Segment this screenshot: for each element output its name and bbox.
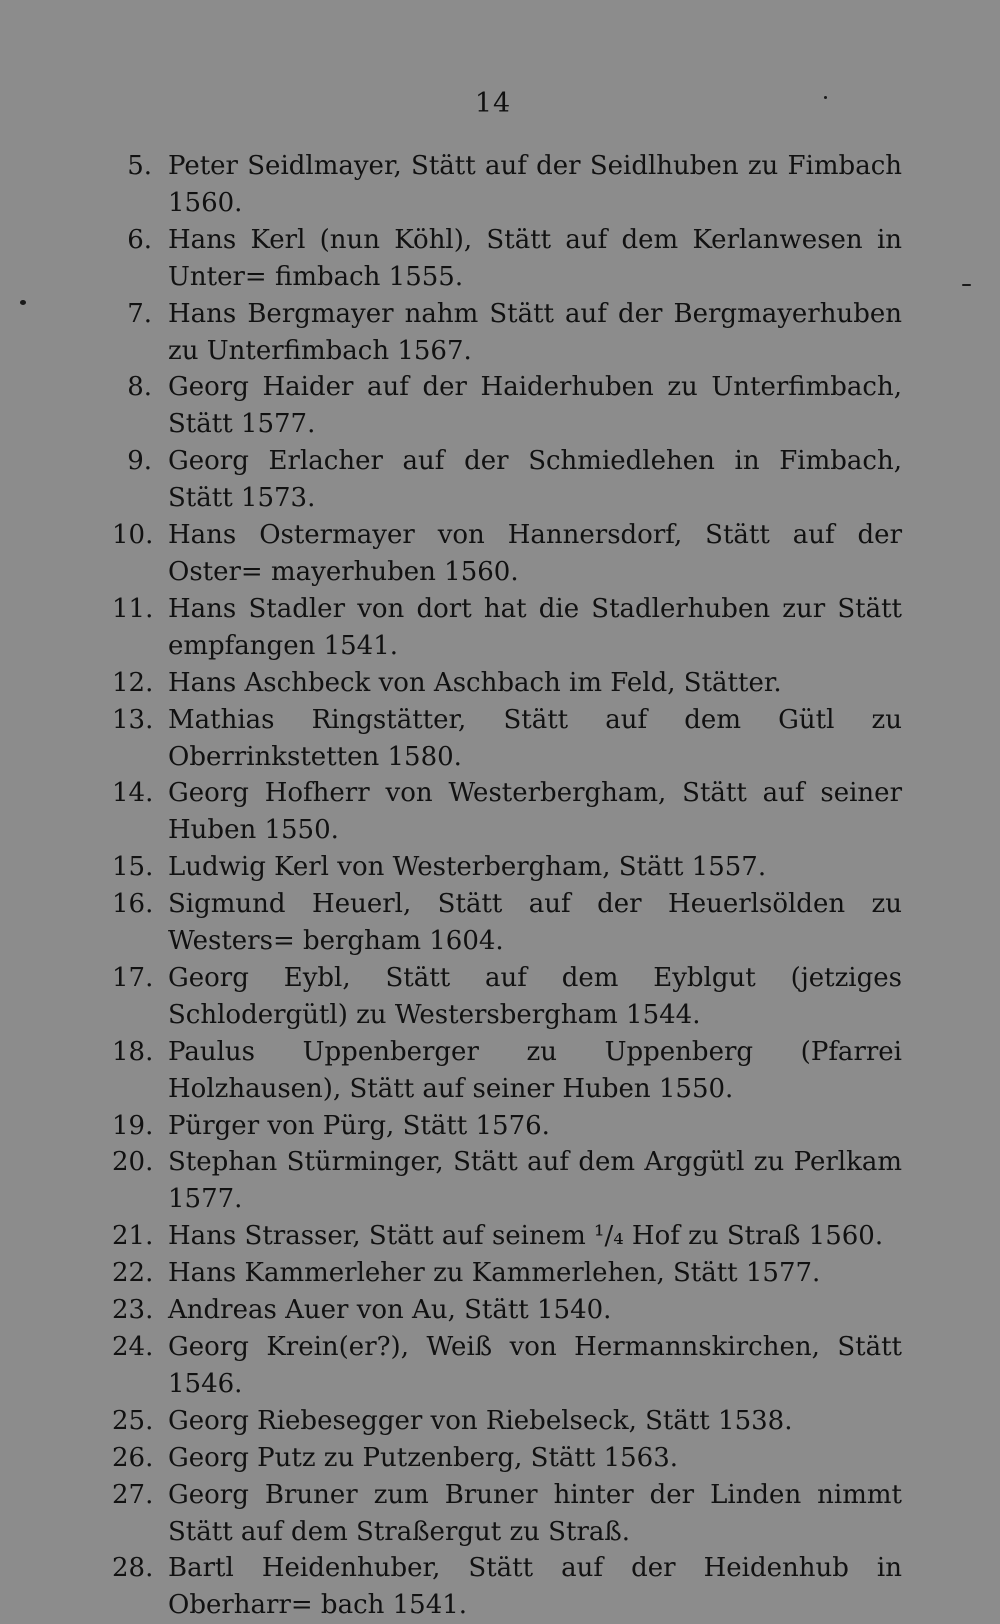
entry-text: Georg Bruner zum Bruner hinter der Linden nimmt Stätt auf dem Straßergut zu Straß. <box>168 1479 902 1547</box>
list-item <box>112 1440 902 1477</box>
list-item <box>112 369 902 443</box>
entry-text: Hans Stadler von dort hat die Stadlerhuben zur Stätt empfangen 1541. <box>168 593 902 661</box>
entry-text: Stephan Stürminger, Stätt auf dem Arggütl zu Perlkam 1577. <box>168 1147 902 1215</box>
entry-text: Georg Erlacher auf der Schmiedlehen in Fimbach, Stätt 1573. <box>168 446 902 514</box>
entry-text: Georg Eybl, Stätt auf dem Eyblgut (jetziges Schlodergütl) zu Westersbergham 1544. <box>168 962 902 1030</box>
entry-number: 5. <box>127 151 152 181</box>
list-item <box>112 296 902 370</box>
entry-number: 8. <box>127 372 152 403</box>
entry-number: 22. <box>112 1258 154 1289</box>
entry-number: 25. <box>112 1405 154 1436</box>
entry-text: Hans Aschbeck von Aschbach im Feld, Stätter. <box>168 667 782 698</box>
entry-list <box>112 148 902 1624</box>
entry-text: Hans Kerl (nun Köhl), Stätt auf dem Kerlanwesen in Unter= fimbach 1555. <box>168 224 902 292</box>
list-item <box>112 1292 902 1329</box>
list-item <box>112 886 902 960</box>
list-item <box>112 517 902 591</box>
entry-text: Ludwig Kerl von Westerbergham, Stätt 1557. <box>168 852 767 883</box>
list-item <box>112 849 902 886</box>
entry-text: Georg Haider auf der Haiderhuben zu Unterfimbach, Stätt 1577. <box>168 372 902 440</box>
entry-text: Georg Hofherr von Westerbergham, Stätt auf seiner Huben 1550. <box>168 778 902 846</box>
list-item <box>112 702 902 776</box>
entry-number: 26. <box>112 1442 154 1473</box>
entry-text: Hans Strasser, Stätt auf seinem ¹/₄ Hof zu Straß 1560. <box>168 1221 884 1252</box>
entry-number: 15. <box>112 852 154 883</box>
list-item <box>112 591 902 665</box>
list-item <box>112 1403 902 1440</box>
list-item <box>112 1218 902 1255</box>
entry-text: Georg Putz zu Putzenberg, Stätt 1563. <box>168 1442 679 1473</box>
list-item <box>112 1477 902 1551</box>
entry-number: 24. <box>112 1332 154 1362</box>
entry-number: 21. <box>112 1221 154 1252</box>
scan-speck <box>962 284 971 286</box>
entry-number: 6. <box>127 224 152 255</box>
entry-text: Georg Krein(er?), Weiß von Hermannskirchen, Stätt 1546. <box>168 1332 902 1399</box>
list-item <box>112 1034 902 1108</box>
entry-number: 18. <box>112 1036 154 1067</box>
entry-number: 14. <box>112 778 154 809</box>
list-item <box>112 1550 902 1624</box>
list-item <box>112 1108 902 1145</box>
entry-text: Hans Ostermayer von Hannersdorf, Stätt auf der Oster= mayerhuben 1560. <box>168 520 902 587</box>
entry-number: 27. <box>112 1479 154 1510</box>
entry-text: Sigmund Heuerl, Stätt auf der Heuerlsölden zu Westers= bergham 1604. <box>168 889 902 957</box>
entry-number: 16. <box>112 889 154 920</box>
entry-number: 13. <box>112 704 154 735</box>
list-item <box>112 1329 902 1403</box>
entry-text: Andreas Auer von Au, Stätt 1540. <box>168 1295 612 1326</box>
entry-text: Hans Kammerleher zu Kammerlehen, Stätt 1577. <box>168 1258 821 1289</box>
entry-number: 20. <box>112 1147 154 1178</box>
scan-speck <box>824 96 827 99</box>
entry-number: 19. <box>112 1110 154 1141</box>
entry-number: 7. <box>127 298 152 329</box>
list-item <box>112 775 902 849</box>
entry-number: 17. <box>112 962 154 993</box>
list-item <box>112 148 902 222</box>
entry-text: Paulus Uppenberger zu Uppenberg (Pfarrei Holzhausen), Stätt auf seiner Huben 1550. <box>168 1036 902 1104</box>
entry-text: Georg Riebesegger von Riebelseck, Stätt 1538. <box>168 1405 793 1436</box>
entry-text: Mathias Ringstätter, Stätt auf dem Gütl zu Oberrinkstetten 1580. <box>168 704 902 772</box>
entry-number: 10. <box>112 520 154 551</box>
entry-number: 12. <box>112 667 154 698</box>
list-item <box>112 960 902 1034</box>
entry-number: 23. <box>112 1295 154 1326</box>
list-item <box>112 1144 902 1218</box>
entry-text: Hans Bergmayer nahm Stätt auf der Bergmayerhuben zu Unterfimbach 1567. <box>168 298 902 366</box>
entry-number: 9. <box>127 446 152 477</box>
page-number: 14 <box>474 88 512 119</box>
list-item <box>112 443 902 517</box>
list-item <box>112 665 902 702</box>
scan-speck <box>20 300 26 305</box>
entry-text: Peter Seidlmayer, Stätt auf der Seidlhuben zu Fimbach 1560. <box>168 151 902 218</box>
entry-number: 11. <box>112 593 154 624</box>
list-item <box>112 1255 902 1292</box>
list-item <box>112 222 902 296</box>
entry-text: Bartl Heidenhuber, Stätt auf der Heidenhub in Oberharr= bach 1541. <box>168 1553 902 1621</box>
entry-text: Pürger von Pürg, Stätt 1576. <box>168 1110 550 1141</box>
entry-number: 28. <box>112 1553 154 1584</box>
